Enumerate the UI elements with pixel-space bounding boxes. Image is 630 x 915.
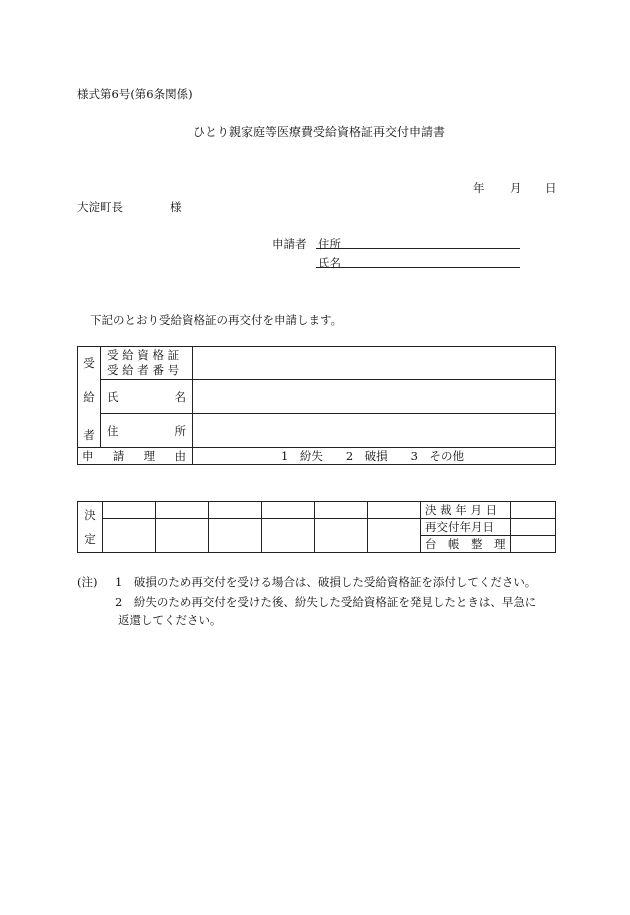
address-label-char2: 所	[174, 423, 186, 438]
applicant-label: 申請者	[272, 237, 307, 251]
reissue-date-field[interactable]	[510, 519, 556, 536]
addressee-honorific: 様	[170, 200, 182, 214]
reason-label	[78, 448, 193, 465]
reason-label-char2: 請	[112, 449, 125, 463]
side-label-bottom: 者	[78, 414, 101, 448]
notes-prefix: (注)	[77, 575, 98, 589]
approval-cell-1[interactable]	[103, 502, 156, 519]
certificate-label-line1: 受 給 資 格 証	[107, 348, 180, 362]
approval-date-label: 決 裁 年 月 日	[421, 502, 511, 519]
approval-cell-5[interactable]	[315, 502, 368, 519]
addressee-town: 大淀町長	[77, 200, 123, 214]
page-title: ひとり親家庭等医療費受給資格証再交付申請書	[193, 125, 446, 139]
approval-cell-5-lower[interactable]	[315, 519, 368, 553]
approval-cell-1-lower[interactable]	[103, 519, 156, 553]
note-1: 1 破損のため再交付を受ける場合は、破損した受給資格証を添付してください。	[115, 575, 537, 589]
approval-cell-6-lower[interactable]	[368, 519, 421, 553]
date-month-label: 月	[510, 181, 522, 195]
side-label-top: 受	[78, 347, 101, 380]
address-label-char1: 住	[107, 423, 119, 438]
side-label-middle: 給	[78, 380, 101, 414]
ledger-label: 台 帳 整 理	[421, 536, 511, 553]
form-number: 様式第6号(第6条関係)	[77, 87, 193, 101]
reason-label-char4: 由	[174, 449, 186, 463]
note-2-line1: 2 紛失のため再交付を受けた後、紛失した受給資格証を発見したときは、早急に	[115, 595, 537, 609]
approval-cell-4[interactable]	[262, 502, 315, 519]
reason-label-char3: 理	[143, 449, 156, 463]
certificate-number-field[interactable]	[193, 347, 556, 380]
approval-cell-2[interactable]	[156, 502, 209, 519]
applicant-address-line[interactable]	[316, 248, 520, 249]
approval-cell-6[interactable]	[368, 502, 421, 519]
name-label-char2: 名	[174, 389, 186, 404]
approval-cell-2-lower[interactable]	[156, 519, 209, 553]
intro-text: 下記のとおり受給資格証の再交付を申請します。	[90, 313, 343, 327]
applicant-name-label: 氏名	[318, 256, 341, 270]
address-field[interactable]	[193, 414, 556, 448]
reason-label-char1: 申	[82, 449, 94, 463]
date-year-label: 年	[473, 181, 485, 195]
name-field[interactable]	[193, 380, 556, 414]
certificate-label-line2: 受 給 者 番 号	[107, 363, 180, 377]
decision-label-top: 決	[84, 508, 96, 522]
ledger-field[interactable]	[510, 536, 556, 553]
applicant-address-label: 住所	[318, 237, 341, 251]
name-label	[101, 380, 193, 414]
name-label-char1: 氏	[107, 389, 119, 404]
decision-table	[77, 501, 556, 553]
approval-cell-3[interactable]	[209, 502, 262, 519]
note-2-line2: 返還してください。	[118, 613, 222, 627]
reissue-date-label: 再交付年月日	[421, 519, 511, 536]
certificate-number-label	[101, 347, 193, 380]
applicant-name-line[interactable]	[316, 267, 520, 268]
approval-date-field[interactable]	[510, 502, 556, 519]
date-day-label: 日	[545, 181, 557, 195]
decision-label-bottom: 定	[84, 532, 96, 546]
approval-cell-4-lower[interactable]	[262, 519, 315, 553]
reason-options[interactable]: 1 紛失 2 破損 3 その他	[193, 448, 556, 465]
application-table	[77, 346, 556, 465]
decision-label	[78, 502, 103, 553]
approval-cell-3-lower[interactable]	[209, 519, 262, 553]
address-label	[101, 414, 193, 448]
